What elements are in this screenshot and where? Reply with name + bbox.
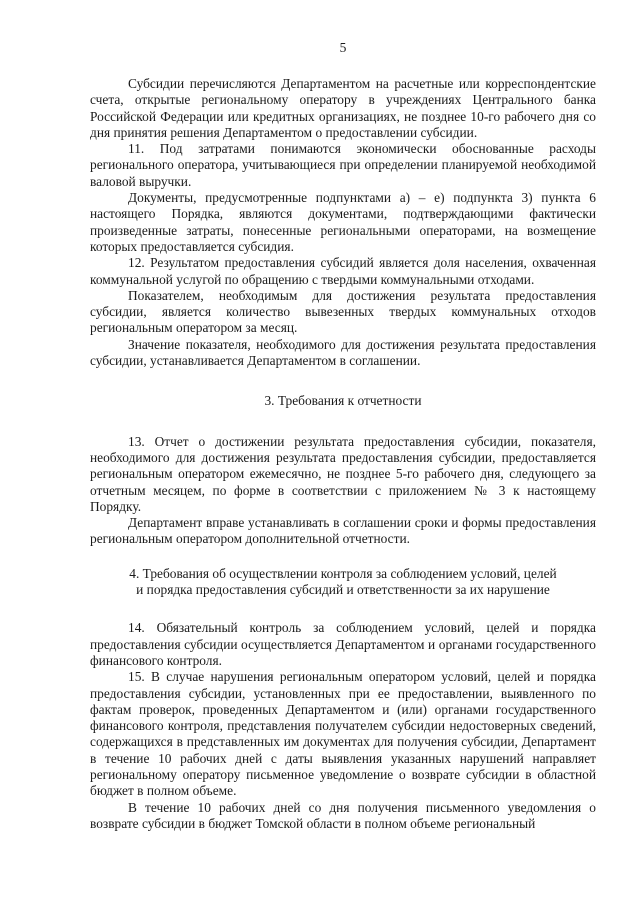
paragraph-11: 11. Под затратами понимаются экономически обоснованные расходы регионального оператора, учитывающиеся при определении планируемой необходимой валовой выручки.: [90, 141, 596, 189]
document-page: [90, 40, 596, 832]
section-4-heading: [90, 566, 596, 599]
section-3-heading: 3. Требования к отчетности: [264, 393, 422, 409]
paragraph-documents: Документы, предусмотренные подпунктами а) – е) подпункта 3) пункта 6 настоящего Порядка, являются документами, подтверждающими фактически произведенные затраты, понесенные региональными операторами, на возмещение которых предоставляется субсидия.: [90, 190, 596, 254]
paragraph-subsidy-transfer: Субсидии перечисляются Департаментом на расчетные или корреспондентские счета, открытые региональному оператору в учреждениях Центрального банка Российской Федерации или кредитных организациях, не позднее 10-го рабочего дня со дня принятия решения Департаментом о предоставлении субсидии.: [90, 76, 596, 140]
paragraph-indicator-value: Значение показателя, необходимого для достижения результата предоставления субсидии, устанавливается Департаментом в соглашении.: [90, 336, 596, 369]
paragraph-15: 15. В случае нарушения региональным оператором условий, целей и порядка предоставления субсидии, установленных при ее предоставлении, выявленного по фактам проверок, проведенных Департаментом и (или) органами государственного финансового контроля, представления получателем субсидии недостоверных сведений, содержащихся в представленных им документах для получения субсидии, Департамент в течение 10 рабочих дней с даты выявления указанных нарушений направляет региональному оператору письменное уведомление о возврате субсидии в областной бюджет в полном объеме.: [90, 669, 596, 799]
page-number: 5: [339, 40, 347, 55]
paragraph-14: 14. Обязательный контроль за соблюдением условий, целей и порядка предоставления субсидии осуществляется Департаментом и органами государственного финансового контроля.: [90, 620, 596, 668]
paragraph-13: 13. Отчет о достижении результата предоставления субсидии, показателя, необходимого для достижения результата предоставления субсидии, предоставляется региональным оператором ежемесячно, не позднее 5-го рабочего дня, следующего за отчетным месяцем, по форме в соответствии с приложением № 3 к настоящему Порядку.: [90, 433, 596, 514]
paragraph-12: 12. Результатом предоставления субсидий является доля населения, охваченная коммунальной услугой по обращению с твердыми коммунальными отходами.: [90, 255, 596, 287]
paragraph-indicator: Показателем, необходимым для достижения результата предоставления субсидии, является количество вывезенных твердых коммунальных отходов региональным оператором за месяц.: [90, 287, 596, 336]
paragraph-additional-reporting: Департамент вправе устанавливать в соглашении сроки и формы предоставления региональным оператором дополнительной отчетности.: [90, 515, 596, 547]
paragraph-return-deadline: В течение 10 рабочих дней со дня получения письменного уведомления о возврате субсидии в бюджет Томской области в полном объеме региональный: [90, 799, 596, 831]
section-4-heading-line-1: 4. Требования об осуществлении контроля за соблюдением условий, целей: [129, 565, 557, 581]
section-4-heading-line-2: и порядка предоставления субсидий и ответственности за их нарушение: [136, 582, 550, 598]
